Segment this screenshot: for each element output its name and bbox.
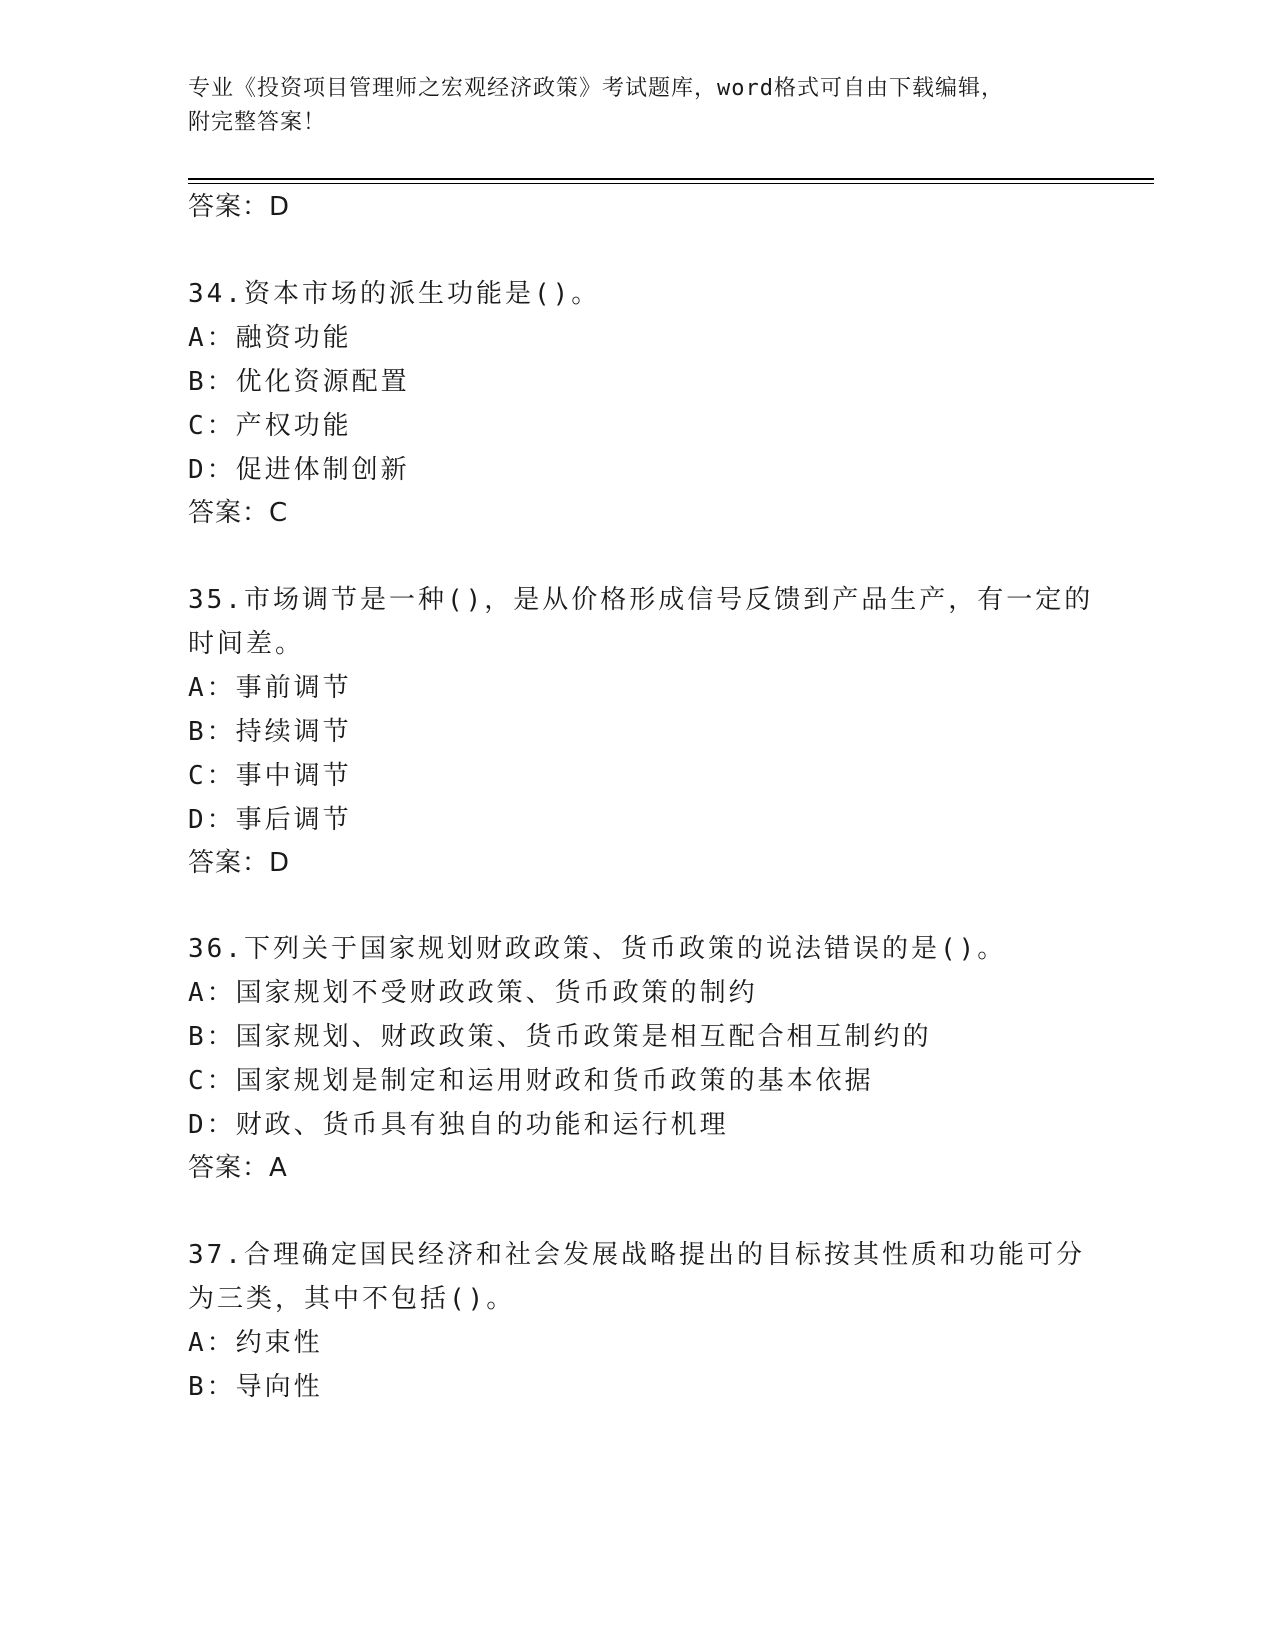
- question-37-stem-line-2: 为三类，其中不包括()。: [188, 1284, 516, 1314]
- question-37-stem-line-1: 37.合理确定国民经济和社会发展战略提出的目标按其性质和功能可分: [188, 1240, 1085, 1270]
- header-line-1: 专业《投资项目管理师之宏观经济政策》考试题库，word格式可自由下载编辑，: [188, 76, 1004, 101]
- question-36-option-b: B：国家规划、财政政策、货币政策是相互配合相互制约的: [188, 1022, 932, 1052]
- question-35-option-d: D：事后调节: [188, 805, 352, 835]
- question-37-option-a: A：约束性: [188, 1328, 323, 1358]
- header-rule-thin: [188, 183, 1154, 184]
- question-34-option-c: C：产权功能: [188, 411, 352, 441]
- question-35-option-a: A：事前调节: [188, 673, 352, 703]
- header-line-2: 附完整答案！: [188, 110, 327, 135]
- question-36-stem-line-1: 36.下列关于国家规划财政政策、货币政策的说法错误的是()。: [188, 934, 1007, 964]
- question-34-stem-line-1: 34.资本市场的派生功能是()。: [188, 279, 601, 309]
- previous-answer: 答案：D: [188, 192, 291, 222]
- question-35-option-c: C：事中调节: [188, 761, 352, 791]
- question-34-option-b: B：优化资源配置: [188, 367, 410, 397]
- question-35-answer: 答案：D: [188, 848, 291, 878]
- question-36-answer: 答案：A: [188, 1153, 288, 1183]
- header-rule-thick: [188, 178, 1154, 180]
- question-36-option-c: C：国家规划是制定和运用财政和货币政策的基本依据: [188, 1066, 874, 1096]
- question-35-stem-line-1: 35.市场调节是一种()，是从价格形成信号反馈到产品生产，有一定的: [188, 585, 1094, 615]
- question-36-option-a: A：国家规划不受财政政策、货币政策的制约: [188, 978, 758, 1008]
- question-35-option-b: B：持续调节: [188, 717, 352, 747]
- question-34-answer: 答案：C: [188, 498, 289, 528]
- question-35-stem-line-2: 时间差。: [188, 629, 305, 659]
- page-header: [188, 72, 1088, 140]
- question-37-option-b: B：导向性: [188, 1372, 323, 1402]
- question-36-option-d: D：财政、货币具有独自的功能和运行机理: [188, 1110, 729, 1140]
- question-34-option-d: D：促进体制创新: [188, 455, 410, 485]
- question-34-option-a: A：融资功能: [188, 323, 352, 353]
